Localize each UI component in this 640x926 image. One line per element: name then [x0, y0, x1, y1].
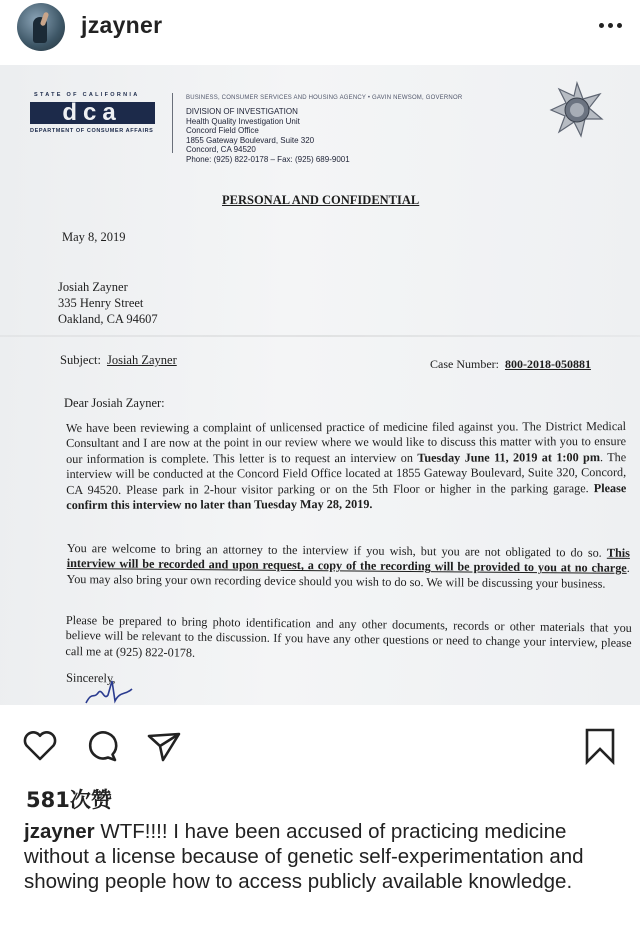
paragraph-3: Please be prepared to bring photo identification and any other documents, records or other materials that you believe will be relevant to the discussion. If you have any other questions or need to change your interview, please call me at (925) 822-0178.: [65, 613, 632, 660]
dca-logo-text: dca: [62, 102, 122, 124]
post-username[interactable]: jzayner: [81, 12, 163, 38]
division-line: DIVISION OF INVESTIGATION: [186, 107, 298, 116]
comment-icon[interactable]: [82, 726, 122, 766]
avatar-arm: [40, 12, 49, 27]
case-number: [430, 357, 591, 372]
post-image[interactable]: [0, 65, 640, 705]
more-horizontal-icon[interactable]: [598, 16, 622, 34]
heart-icon[interactable]: [20, 726, 60, 766]
address-line: Oakland, CA 94607: [58, 312, 158, 326]
paragraph-2: [67, 541, 630, 592]
p1-text: We have been reviewing a complaint of unlicensed practice of medicine filed against you. The District Medical Consultant and I are now at the point in our review where we would like to discuss this matter with you to ensure our information is complete. This letter is to request an interview on: [66, 419, 627, 466]
send-icon[interactable]: [144, 726, 184, 766]
p1-bold-date: Tuesday June 11, 2019 at 1:00 pm: [417, 449, 600, 465]
subject-line: [60, 353, 177, 368]
division-line: Health Quality Investigation Unit: [186, 116, 300, 126]
subject-value: Josiah Zayner: [106, 353, 177, 367]
department-name: DEPARTMENT OF CONSUMER AFFAIRS: [30, 128, 154, 134]
p2-text: . You may also bring your own recording device should you wish to do so. We will be discussing your business.: [66, 561, 630, 591]
caption-text: WTF!!!! I have been accused of practicing medicine without a license because of genetic self-experimentation and showing people how to access publicly available knowledge.: [24, 820, 584, 893]
dca-logo: [30, 102, 155, 124]
post-caption: [24, 819, 624, 894]
p2-recording-notice: This interview will be recorded and upon request, a copy of the recording will be provided to you at no charge: [66, 545, 630, 576]
closing: Sincerely,: [65, 670, 116, 686]
salutation: Dear Josiah Zayner:: [64, 396, 165, 410]
agency-line: BUSINESS, CONSUMER SERVICES AND HOUSING AGENCY • GAVIN NEWSOM, GOVERNOR: [186, 95, 463, 101]
division-line: 1855 Gateway Boulevard, Suite 320: [186, 135, 315, 145]
address-line: 335 Henry Street: [58, 296, 144, 310]
p1-text: . The interview will be conducted at the Concord Field Office located at 1855 Gateway Boulevard, Suite 320, Concord, CA 94520. Please park in 2-hour visitor parking or on the 5th Floor or higher in the parking garage.: [66, 449, 627, 497]
state-header: STATE OF CALIFORNIA: [34, 92, 140, 98]
badge-seal-icon: [548, 81, 606, 139]
post-header: [0, 0, 640, 62]
p2-text: You are welcome to bring an attorney to the interview if you wish, but you are not obligated to do so.: [66, 541, 607, 560]
division-line: Phone: (925) 822-0178 – Fax: (925) 689-9001: [186, 154, 350, 164]
likes-count[interactable]: 581次赞: [26, 788, 112, 812]
p1-bold-confirm: Please confirm this interview no later than Tuesday May 28, 2019.: [66, 480, 627, 513]
paragraph-1: [66, 419, 626, 513]
letter-date: May 8, 2019: [62, 230, 126, 244]
avatar[interactable]: [17, 3, 65, 51]
case-value: 800-2018-050881: [504, 357, 591, 371]
caption-username[interactable]: jzayner: [24, 820, 95, 843]
action-bar: [0, 718, 640, 774]
bookmark-icon[interactable]: [580, 726, 620, 766]
subject-label: Subject:: [60, 353, 101, 367]
signature: [82, 677, 152, 705]
recipient-address: [58, 279, 158, 327]
letterhead-divider: [172, 93, 173, 153]
division-line: Concord, CA 94520: [186, 145, 256, 154]
paper-fold: [0, 335, 640, 337]
confidential-heading: PERSONAL AND CONFIDENTIAL: [222, 193, 420, 207]
case-label: Case Number:: [430, 357, 499, 371]
address-line: Josiah Zayner: [58, 280, 128, 294]
division-block: [186, 107, 350, 164]
division-line: Concord Field Office: [186, 126, 259, 135]
